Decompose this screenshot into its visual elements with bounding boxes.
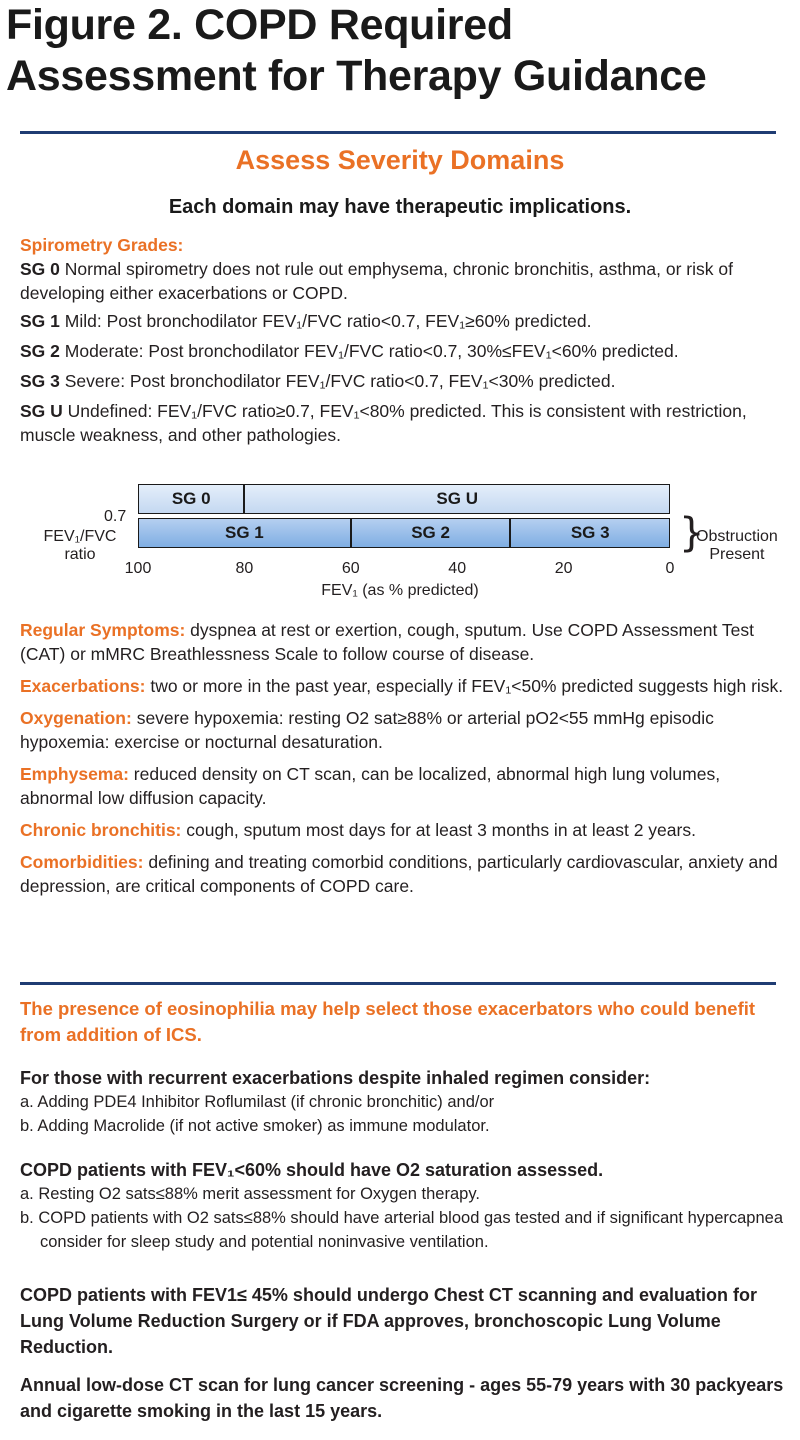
recurrent-item-b: b. Adding Macrolide (if not active smoker) as immune modulator.	[20, 1117, 490, 1135]
grade-sg0	[20, 257, 790, 305]
domain-text: dyspnea at rest or exertion, cough, sputum. Use COPD Assessment Test (CAT) or mMRC Breathlessness Scale to follow course of disease.	[20, 620, 755, 664]
grade-sg1	[20, 309, 790, 333]
severity-domains	[20, 618, 790, 898]
grade-text: Undefined: FEV₁/FVC ratio≥0.7, FEV₁<80% predicted. This is consistent with restriction, muscle weakness, and other pathologies.	[20, 401, 747, 445]
bottom-bar-sg2: SG 2	[351, 518, 511, 548]
y-axis-label	[40, 528, 120, 564]
x-tick-20: 20	[554, 560, 573, 577]
grade-code: SG U	[20, 401, 63, 421]
spirometry-grade-chart	[0, 478, 800, 608]
section-heading: Assess Severity Domains	[235, 145, 565, 175]
grade-text: Severe: Post bronchodilator FEV₁/FVC ratio<0.7, FEV₁<30% predicted.	[59, 371, 616, 391]
grade-sgu	[20, 399, 790, 447]
y-axis-label-line1: FEV₁/FVC	[43, 528, 117, 545]
domain-regular-symptoms	[20, 618, 790, 666]
spirometry-grades	[20, 233, 790, 447]
obstruction-line1: Obstruction	[696, 528, 778, 545]
recurrent-exacerbations	[20, 1066, 790, 1138]
x-tick-100: 100	[124, 560, 152, 577]
grade-code: SG 2	[20, 341, 60, 361]
o2-item-a: a. Resting O2 sats≤88% merit assessment for Oxygen therapy.	[20, 1185, 480, 1203]
domain-emphysema	[20, 762, 790, 810]
y-axis-label-line2: ratio	[64, 546, 96, 563]
domain-label: Regular Symptoms:	[20, 620, 186, 640]
recurrent-heading: For those with recurrent exacerbations despite inhaled regimen consider:	[20, 1068, 651, 1088]
title-line-2: Assessment for Therapy Guidance	[6, 52, 707, 100]
obstruction-line2: Present	[709, 546, 765, 563]
grade-code: SG 3	[20, 371, 60, 391]
bottom-bar-sg3: SG 3	[510, 518, 670, 548]
grade-text: Mild: Post bronchodilator FEV₁/FVC ratio<0.7, FEV₁≥60% predicted.	[59, 311, 592, 331]
section-subheading: Each domain may have therapeutic implications.	[168, 196, 632, 218]
eosinophilia-text: The presence of eosinophilia may help select those exacerbators who could benefit from addition of ICS.	[20, 998, 756, 1045]
grade-sg3	[20, 369, 790, 393]
o2-heading: COPD patients with FEV₁<60% should have O2 saturation assessed.	[20, 1160, 604, 1180]
domain-chronic-bronchitis	[20, 818, 790, 842]
domain-label: Comorbidities:	[20, 852, 144, 872]
top-divider	[20, 131, 776, 134]
x-tick-80: 80	[235, 560, 254, 577]
grade-code: SG 0	[20, 259, 60, 279]
brace-icon: }	[679, 510, 705, 556]
domain-text: reduced density on CT scan, can be localized, abnormal high lung volumes, abnormal low diffusion capacity.	[20, 764, 721, 808]
domain-label: Emphysema:	[20, 764, 129, 784]
top-bar-sgu: SG U	[244, 484, 670, 514]
eosinophilia-note	[20, 996, 790, 1048]
y-value-label: 0.7	[104, 508, 127, 525]
domain-text: two or more in the past year, especially if FEV₁<50% predicted suggests high risk.	[145, 676, 784, 696]
grade-sg2	[20, 339, 790, 363]
x-axis-title: FEV₁ (as % predicted)	[321, 582, 479, 599]
domain-label: Exacerbations:	[20, 676, 146, 696]
ct-evaluation: COPD patients with FEV1≤ 45% should undergo Chest CT scanning and evaluation for Lung Volume Reduction Surgery or if FDA approves, bronchoscopic Lung Volume Reduction.	[20, 1285, 757, 1357]
bottom-bar-sg1: SG 1	[138, 518, 351, 548]
recurrent-item-a: a. Adding PDE4 Inhibitor Roflumilast (if chronic bronchitic) and/or	[20, 1093, 495, 1111]
domain-text: severe hypoxemia: resting O2 sat≥88% or arterial pO2<55 mmHg episodic hypoxemia: exercise or nocturnal desaturation.	[20, 708, 714, 752]
grade-code: SG 1	[20, 311, 60, 331]
domain-oxygenation	[20, 706, 790, 754]
x-tick-40: 40	[448, 560, 467, 577]
grade-text: Moderate: Post bronchodilator FEV₁/FVC ratio<0.7, 30%≤FEV₁<60% predicted.	[59, 341, 679, 361]
o2-item-b: b. COPD patients with O2 sats≤88% should have arterial blood gas tested and if significant hypercapnea consider for sleep study and potential noninvasive ventilation.	[20, 1209, 783, 1251]
middle-divider	[20, 982, 776, 985]
title-line-1: Figure 2. COPD Required	[6, 1, 513, 49]
domain-comorbidities	[20, 850, 790, 898]
domain-label: Chronic bronchitis:	[20, 820, 182, 840]
x-tick-60: 60	[341, 560, 360, 577]
x-tick-0: 0	[665, 560, 675, 577]
spirometry-label: Spirometry Grades:	[20, 235, 184, 255]
o2-assessment	[20, 1158, 790, 1254]
domain-label: Oxygenation:	[20, 708, 132, 728]
figure-title	[6, 0, 796, 102]
domain-exacerbations	[20, 674, 790, 698]
top-bar-sg0: SG 0	[138, 484, 244, 514]
domain-text: defining and treating comorbid conditions, particularly cardiovascular, anxiety and depression, are critical components of COPD care.	[20, 852, 778, 896]
obstruction-label	[696, 528, 778, 564]
lung-cancer-screening: Annual low-dose CT scan for lung cancer screening - ages 55-79 years with 30 packyears and cigarette smoking in the last 15 years.	[20, 1375, 784, 1421]
grade-text: Normal spirometry does not rule out emphysema, chronic bronchitis, asthma, or risk of developing either exacerbations or COPD.	[20, 259, 733, 303]
domain-text: cough, sputum most days for at least 3 months in at least 2 years.	[181, 820, 696, 840]
